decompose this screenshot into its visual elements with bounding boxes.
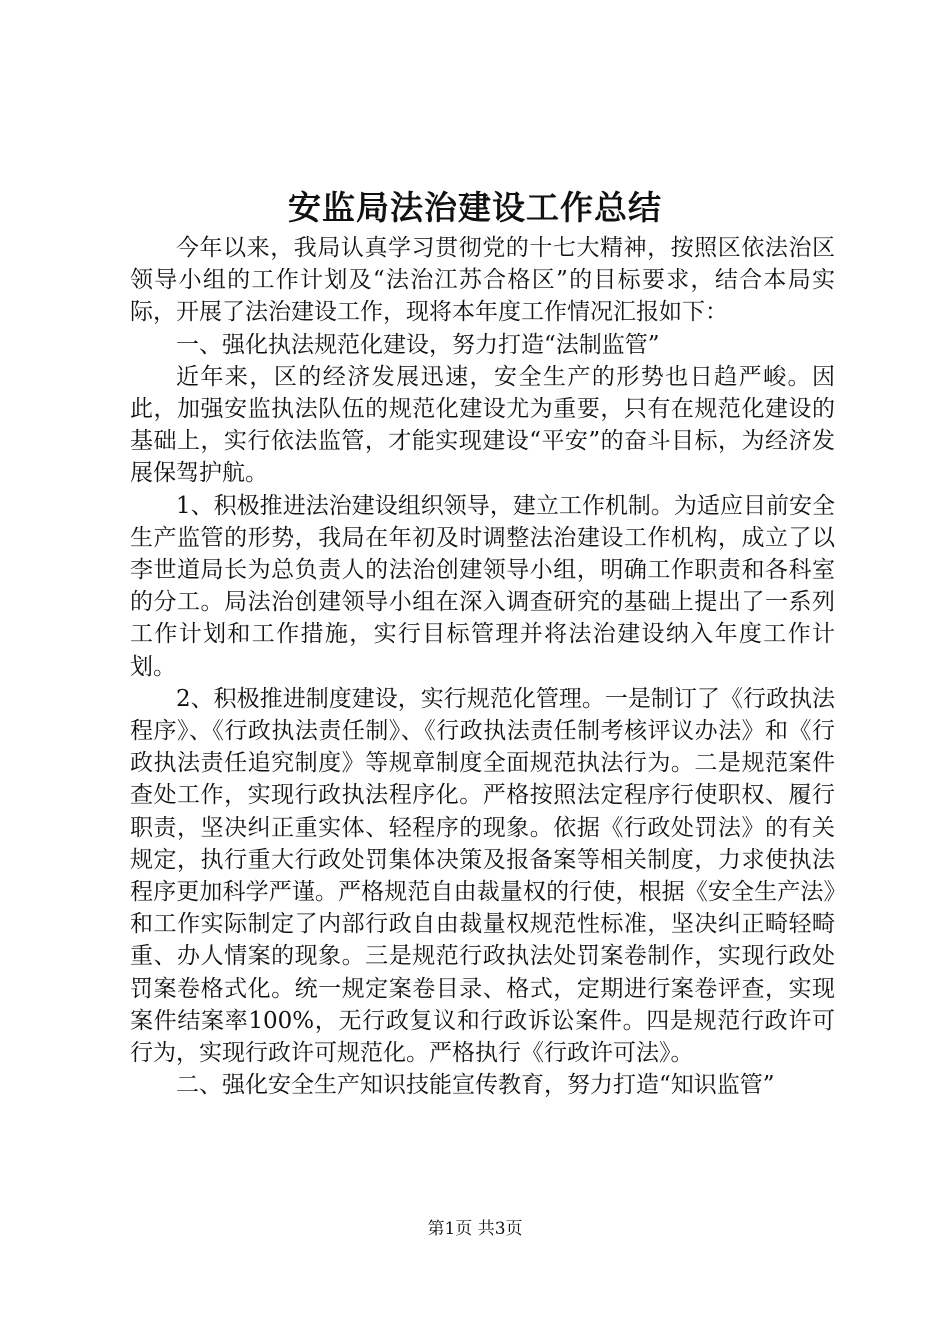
- page-footer: 第1页 共3页: [427, 1219, 523, 1239]
- document-title: 安监局法治建设工作总结: [288, 188, 662, 227]
- document-body: [130, 232, 835, 1101]
- paragraph-item-1: 1、积极推进法治建设组织领导，建立工作机制。为适应目前安全生产监管的形势，我局在年初及时调整法治建设工作机构，成立了以李世道局长为总负责人的法治创建领导小组，明确工作职责和各科室的分工。局法治创建领导小组在深入调查研究的基础上提出了一系列工作计划和工作措施，实行目标管理并将法治建设纳入年度工作计划。: [130, 492, 835, 680]
- paragraph-intro: 今年以来，我局认真学习贯彻党的十七大精神，按照区依法治区领导小组的工作计划及“法治江苏合格区”的目标要求，结合本局实际，开展了法治建设工作，现将本年度工作情况汇报如下：: [130, 235, 835, 326]
- paragraph-background: 近年来，区的经济发展迅速，安全生产的形势也日趋严峻。因此，加强安监执法队伍的规范化建设尤为重要，只有在规范化建设的基础上，实行依法监管，才能实现建设“平安”的奋斗目标，为经济发展保驾护航。: [130, 363, 835, 487]
- paragraph-item-2: 2、积极推进制度建设，实行规范化管理。一是制订了《行政执法程序》、《行政执法责任制》、《行政执法责任制考核评议办法》和《行政执法责任追究制度》等规章制度全面规范执法行为。二是规范案件查处工作，实现行政执法程序化。严格按照法定程序行使职权、履行职责，坚决纠正重实体、轻程序的现象。依据《行政处罚法》的有关规定，执行重大行政处罚集体决策及报备案等相关制度，力求使执法程序更加科学严谨。严格规范自由裁量权的行使，根据《安全生产法》和工作实际制定了内部行政自由裁量权规范性标准，坚决纠正畸轻畸重、办人情案的现象。三是规范行政执法处罚案卷制作，实现行政处罚案卷格式化。统一规定案卷目录、格式，定期进行案卷评查，实现案件结案率100%，无行政复议和行政诉讼案件。四是规范行政许可行为，实现行政许可规范化。严格执行《行政许可法》。: [130, 685, 835, 1067]
- section-heading-2: 二、强化安全生产知识技能宣传教育，努力打造“知识监管”: [176, 1072, 775, 1099]
- section-heading-1: 一、强化执法规范化建设，努力打造“法制监管”: [176, 331, 660, 358]
